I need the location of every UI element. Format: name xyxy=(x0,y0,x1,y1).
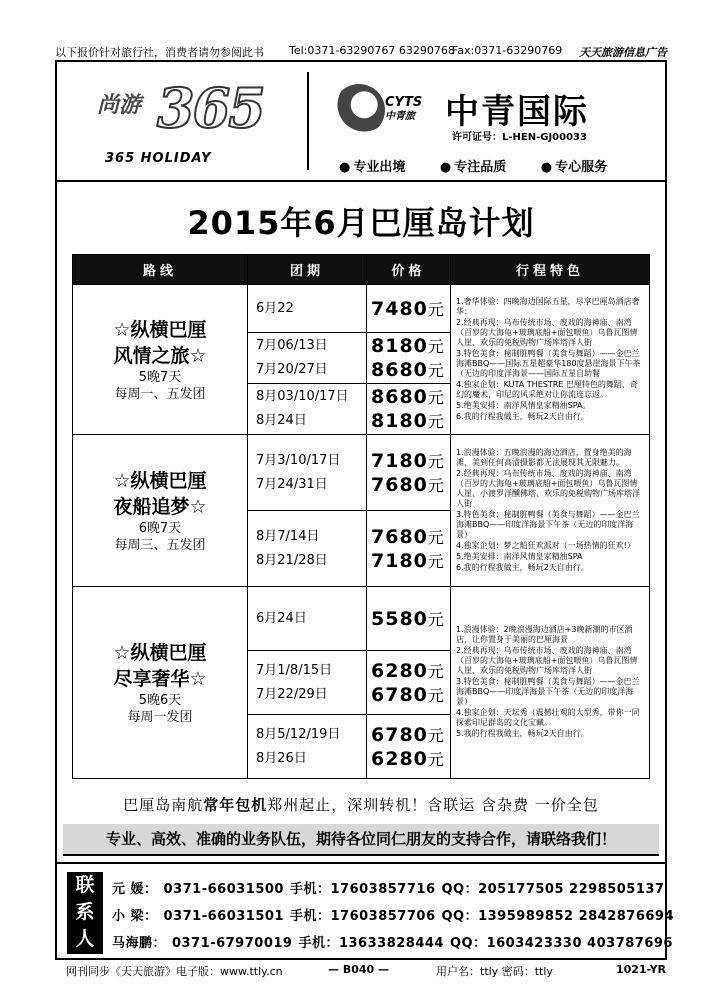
feature-item: 3.特色美食：秘制脏鸭餐（美食与舞蹈）——金巴兰海滩BBQ——印度洋海景下午茶（无边的印度洋海景） xyxy=(456,509,640,539)
slogan-post: 郑州起止，深圳转机！含联运 含杂费 一价全包 xyxy=(267,796,599,814)
contact-qq: QQ：205177505 2298505137 xyxy=(441,882,665,897)
price-value: 7680 xyxy=(371,525,428,548)
contacts-label xyxy=(67,872,103,954)
features-cell xyxy=(451,285,650,435)
ad-label: 天天旅游信息广告 xyxy=(579,46,667,59)
route-nights: 6晚7天 xyxy=(138,520,182,536)
contacts-section xyxy=(57,862,675,960)
fax-text: Fax:0371-63290769 xyxy=(452,44,563,57)
price-unit: 元 xyxy=(427,685,444,705)
price-value: 8180 xyxy=(371,335,428,357)
departure-date: 8月03/10/17日 xyxy=(256,389,349,404)
footer-issue: 1021-YR xyxy=(616,963,666,976)
route-cell xyxy=(73,285,248,435)
departure-date: 8月21/28日 xyxy=(256,552,328,568)
dates-cell xyxy=(248,285,367,333)
feature-item: 2.经典再现：乌布传统市场、废戏的海神庙、南湾（百岁的大海龟+玻璃底船+面包喂鱼）乌鲁瓦图情人崖、欢乐的免税购物广场库塔洋人街 xyxy=(456,646,638,675)
price-value: 8180 xyxy=(371,410,428,432)
header-divider xyxy=(307,72,309,170)
service-item: ● 专注品质 xyxy=(440,160,506,175)
contact-mobile: 手机：17603857716 xyxy=(289,882,436,897)
route-name2: 风情之旅☆ xyxy=(113,344,207,367)
feature-item: 2.经典再现：乌布传统市场、废戏的海神庙、南湾（百岁的大海龟+玻璃底船+面包喂鱼）乌鲁瓦图情人崖、欢乐的免税购物广场库塔洋人街 xyxy=(456,317,638,347)
contact-qq: QQ：1603423330 403787696 xyxy=(449,936,673,951)
feature-item: 6.我的行程我做主，畅玩2天自由行。 xyxy=(456,562,589,572)
table-row xyxy=(73,435,650,511)
price-unit: 元 xyxy=(427,388,444,407)
price-value: 5580 xyxy=(371,607,428,630)
feature-item: 5.绝美安排：南洋风情皇家精油SPA xyxy=(456,551,583,561)
service-item: ● 专业出境 xyxy=(339,160,405,175)
price-line xyxy=(371,525,449,549)
price-line xyxy=(371,297,449,321)
feature-item: 6.我的行程我做主，畅玩2天自由行。 xyxy=(456,411,589,421)
feature-item: 4.独家企划：天坛秀（震撼壮观的大型秀，带你一同探索印尼群岛的文化宝藏。 xyxy=(456,708,640,727)
table-body xyxy=(73,285,650,779)
route-name2: 尽享奢华☆ xyxy=(113,667,207,690)
service-item: ● 专心服务 xyxy=(541,160,607,175)
route-cell xyxy=(73,435,248,587)
departure-date: 8月7/14日 xyxy=(256,528,320,544)
table-row xyxy=(73,587,650,651)
dates-cell xyxy=(248,651,367,715)
feature-item: 2.经典再现：乌布传统市场、废戏的海神庙、南湾（百岁的大海龟+玻璃底船+面包喂鱼）乌鲁瓦图情人崖、小渡罗洋醺佛塔、欢乐的免税购物广场库塔洋人街 xyxy=(456,468,640,508)
header-features: 行程特色 xyxy=(451,255,650,285)
price-line xyxy=(371,723,449,747)
contact-name: 马海鹏： xyxy=(112,936,167,951)
price-unit: 元 xyxy=(427,609,444,629)
price-unit: 元 xyxy=(427,661,444,681)
price-unit: 元 xyxy=(427,451,444,471)
route-nights: 5晚6天 xyxy=(138,692,182,708)
contacts-label-char: 联 xyxy=(75,874,95,896)
contact-row xyxy=(112,932,679,951)
footer-login: 用户名：ttly 密码：ttly xyxy=(436,965,553,978)
prices-cell xyxy=(367,435,451,511)
price-line xyxy=(371,683,449,707)
price-value: 6280 xyxy=(371,747,428,770)
price-value: 6780 xyxy=(371,723,428,746)
price-line xyxy=(371,549,449,573)
route-name1: ☆纵横巴厘 xyxy=(113,318,207,341)
cyts-wordmark xyxy=(385,96,422,124)
contacts-label-char: 人 xyxy=(75,928,95,950)
price-line xyxy=(371,385,449,409)
license-number: 许可证号：L-HEN-GJ00033 xyxy=(452,132,587,143)
contact-row xyxy=(112,878,670,897)
departure-date: 8月5/12/19日 xyxy=(256,726,341,742)
dates-cell xyxy=(248,384,367,435)
dates-cell xyxy=(248,715,367,779)
notice-text: 以下报价针对旅行社，消费者请勿参阅此书 xyxy=(55,46,264,59)
header-dates: 团期 xyxy=(248,255,367,285)
departure-date: 7月3/10/17日 xyxy=(256,452,341,468)
prices-cell xyxy=(367,587,451,651)
tel-text: Tel:0371-63290767 63290768 xyxy=(289,44,455,57)
price-unit: 元 xyxy=(427,475,444,495)
page-title: 2015年6月巴厘岛计划 xyxy=(187,204,535,242)
departure-date: 6月24日 xyxy=(256,610,307,626)
feature-item: 3.特色美食：秘制脏鸭餐（美食与舞蹈）——金巴兰海滩BBQ——国际五星超豪华180度悬崖海景下午茶（无边的印度洋海景——国际五星自助餐 xyxy=(456,348,641,378)
price-value: 7180 xyxy=(371,449,428,472)
feature-item: 4.独家企划：梦之船狂欢派对（一场热情的狂欢!） xyxy=(456,540,635,550)
departure-date: 7月06/13日 xyxy=(256,338,328,353)
ad-frame xyxy=(55,60,675,960)
table-row xyxy=(73,285,650,333)
dates-cell xyxy=(248,587,367,651)
logo-script: 尚游 xyxy=(97,92,142,118)
departure-date: 7月20/27日 xyxy=(256,362,328,377)
cyts-en: CYTS xyxy=(385,95,423,110)
contacts-label-char: 系 xyxy=(75,901,95,923)
route-name1: ☆纵横巴厘 xyxy=(113,641,207,664)
footer-page-number: — B040 — xyxy=(328,963,390,976)
price-unit: 元 xyxy=(427,725,444,745)
price-line xyxy=(371,334,449,358)
tour-plan-table xyxy=(72,254,650,779)
cyts-logo-icon xyxy=(333,84,385,136)
top-notice xyxy=(55,44,667,58)
price-line xyxy=(371,747,449,771)
contact-mobile: 手机：17603857706 xyxy=(289,909,436,924)
price-unit: 元 xyxy=(427,527,444,547)
price-unit: 元 xyxy=(427,361,444,380)
prices-cell xyxy=(367,285,451,333)
logo-subtitle: 365 HOLIDAY xyxy=(105,151,212,166)
price-value: 8680 xyxy=(371,386,428,408)
header xyxy=(57,62,665,182)
contact-qq: QQ：1395989852 2842876694 xyxy=(441,909,675,924)
departure-date: 7月24/31日 xyxy=(256,476,328,492)
dates-cell xyxy=(248,435,367,511)
price-unit: 元 xyxy=(427,749,444,769)
prices-cell xyxy=(367,715,451,779)
contact-mobile: 手机：13633828444 xyxy=(298,936,444,951)
route-name2: 夜船追梦☆ xyxy=(113,495,207,518)
cyts-cn: 中青旅 xyxy=(385,111,415,122)
features-cell xyxy=(451,587,650,779)
feature-item: 3.特色美食：秘制脏鸭餐（美食与舞蹈）——金巴兰海滩BBQ——印度洋海景下午茶（无边的印度洋海景） xyxy=(456,677,640,706)
contact-row xyxy=(112,905,680,924)
price-value: 7180 xyxy=(371,549,428,572)
route-nights: 5晚7天 xyxy=(138,369,182,385)
price-unit: 元 xyxy=(427,337,444,356)
departure-date: 7月1/8/15日 xyxy=(256,662,333,678)
prices-cell xyxy=(367,651,451,715)
feature-item: 1.奢华体验：四晚海边国际五星，尽享巴厘岛酒店奢华； xyxy=(456,296,640,316)
departure-date: 7月22/29日 xyxy=(256,686,328,702)
price-line xyxy=(371,449,449,473)
route-days: 每周三、五发团 xyxy=(114,537,206,553)
price-line xyxy=(371,659,449,683)
header-price: 价格 xyxy=(367,255,451,285)
departure-date: 8月26日 xyxy=(256,750,307,766)
feature-item: 5.绝美安排：南洋风情皇家精油SPA。 xyxy=(456,400,591,410)
header-route: 路线 xyxy=(73,255,248,285)
prices-cell xyxy=(367,384,451,435)
contact-name: 小 梁： xyxy=(112,909,158,924)
departure-date: 6月22 xyxy=(256,300,294,316)
charter-slogan xyxy=(57,794,665,815)
logo-number: 365 xyxy=(157,76,264,140)
feature-item: 1.浪漫体验：五晚浪漫的海边酒店，置身绝美的海滩，美到任何高清摄影都无法展现其无限魅力。 xyxy=(456,447,632,467)
price-value: 7680 xyxy=(371,473,428,496)
contact-tel: 0371-66031500 xyxy=(163,882,284,897)
prices-cell xyxy=(367,511,451,587)
price-value: 7480 xyxy=(371,297,428,320)
price-line xyxy=(371,607,449,631)
price-value: 6280 xyxy=(371,659,428,682)
prices-cell xyxy=(367,333,451,384)
contact-tel: 0371-67970019 xyxy=(172,936,293,951)
brand-name: 中青国际 xyxy=(445,92,589,132)
feature-item: 1.浪漫体验：2晚浪漫海边酒店+3晚新潮的市区酒店，让你置身于美丽的巴厘海景 xyxy=(456,625,633,644)
price-value: 6780 xyxy=(371,683,428,706)
logo-365 xyxy=(67,76,307,169)
features-cell xyxy=(451,435,650,587)
price-unit: 元 xyxy=(427,412,444,431)
price-line xyxy=(371,358,449,382)
feature-item: 5.我的行程我做主，畅玩2天自由行。 xyxy=(456,729,589,738)
contact-name: 元 媛： xyxy=(112,882,158,897)
route-name1: ☆纵横巴厘 xyxy=(113,469,207,492)
price-line xyxy=(371,409,449,433)
feature-item: 4.独家企划：KUTA THESTRE 巴厘特色的舞蹈，奇幻的魔术，印尼的风采绝对让你流连忘返。 xyxy=(456,379,638,399)
route-days: 每周一发团 xyxy=(127,709,193,725)
cooperation-banner: 专业、高效、准确的业务队伍，期待各位同仁朋友的支持合作，请联络我们！ xyxy=(63,824,659,856)
route-days: 每周一、五发团 xyxy=(114,386,206,402)
table-header-row xyxy=(73,255,650,285)
slogan-bold: 常年包机 xyxy=(203,796,268,814)
price-unit: 元 xyxy=(427,551,444,571)
slogan-pre: 巴厘岛南航 xyxy=(123,796,204,814)
services-list xyxy=(339,156,637,175)
departure-date: 8月24日 xyxy=(256,413,307,428)
price-unit: 元 xyxy=(427,299,444,319)
contact-tel: 0371-66031501 xyxy=(163,909,284,924)
dates-cell xyxy=(248,333,367,384)
route-cell xyxy=(73,587,248,779)
dates-cell xyxy=(248,511,367,587)
price-line xyxy=(371,473,449,497)
price-value: 8680 xyxy=(371,359,428,381)
footer-website: 网刊同步《天天旅游》电子版：www.ttly.cn xyxy=(66,965,283,978)
